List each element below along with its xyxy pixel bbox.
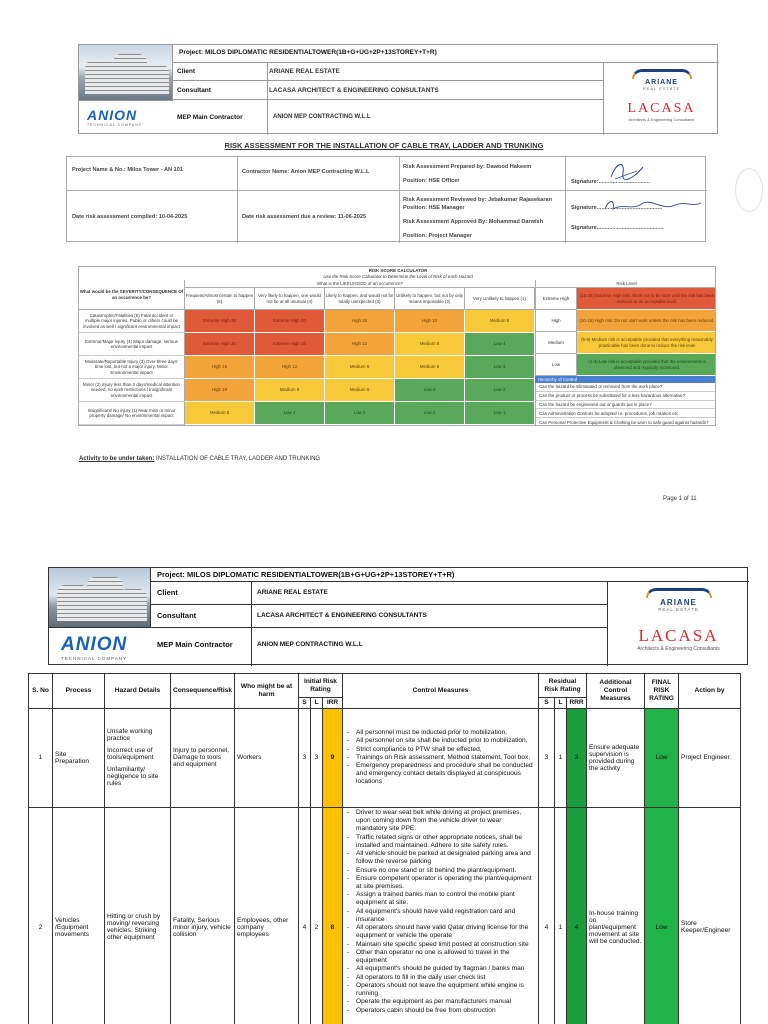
signature-mark-1 (607, 159, 647, 183)
rsc-matrix-cell: Low 4 (465, 333, 535, 356)
rsc-matrix-cell: High 10 (395, 310, 465, 333)
client-value: ARIANE REAL ESTATE (269, 68, 340, 75)
client-logos-2 (607, 582, 749, 666)
rsc-hierarchy-item: Can the hazard be Eliminated or removed from the work place? (535, 383, 716, 392)
col-control: Control Measures (343, 674, 539, 709)
mep-value: ANION MEP CONTRACTING W.L.L (273, 114, 371, 120)
table-row (29, 807, 741, 1024)
col-initial: Initial Risk Rating (299, 674, 343, 698)
anion-logo-2: ANION TECHNICAL COMPANY (61, 634, 128, 661)
rsc-hierarchy-item: Can Personal Protective Equipment & Clothing be worn to safe guard against hazards? (535, 418, 716, 426)
client-row-2 (151, 582, 607, 605)
rsc-level-name: Extreme High (535, 288, 577, 310)
contractor-name: Contractor Name: Anion MEP Contracting W.L.L (242, 169, 370, 175)
table-row (29, 708, 741, 807)
col-irr: IRR (323, 698, 343, 709)
row-final: Low (645, 807, 679, 1024)
building-photo-2 (49, 568, 151, 628)
consultant-row (173, 82, 603, 100)
client-value-2: ARIANE REAL ESTATE (257, 589, 328, 596)
rsc-matrix-cell: High 15 (185, 356, 255, 379)
rsc-severity-row: Minor (2) Injury less than 3 days/medical attention needed, no work restrictions / insignificant environmental impact (79, 379, 185, 402)
activity-value: INSTALLATION OF CABLE TRAY, LADDER AND TRUNKING (156, 456, 321, 462)
rsc-hierarchy-item: Can the hazard be engineered out or guards put in place? (535, 401, 716, 410)
row-consequence: Fatality, Serious minor injury, vehicle collision (171, 807, 235, 1024)
row-s: 4 (299, 807, 311, 1024)
row-l: 2 (311, 807, 323, 1024)
row-irr: 9 (323, 708, 343, 807)
signature-approved: Signature........................................... (571, 225, 664, 231)
signature-mark-2 (603, 197, 703, 215)
col-final: FINAL RISK RATING (645, 674, 679, 709)
col-sno: S. No (29, 674, 53, 709)
rsc-likelihood-col: Frequent/Almost certain to happen (5) (185, 288, 255, 310)
rsc-title: RISK SCORE CALCULATOR (368, 267, 428, 273)
col-rl: L (555, 698, 567, 709)
rsc-matrix-cell: Medium 6 (395, 356, 465, 379)
document-title: RISK ASSESSMENT FOR THE INSTALLATION OF CABLE TRAY, LADDER AND TRUNKING (224, 141, 544, 150)
client-logos (603, 63, 719, 135)
rsc-matrix-cell: Medium 5 (185, 402, 255, 425)
prepared-by: Risk Assessment Prepared by: Dawood Hakeem (403, 164, 532, 170)
row-process: Site Preparation (53, 708, 105, 807)
activity-line (79, 456, 320, 462)
col-action: Action by (679, 674, 741, 709)
row-l: 3 (311, 708, 323, 807)
row-rrr: 3 (567, 708, 587, 807)
rsc-severity-row: Insignificant/ No injury (1) Near miss or minor property damage/ No environmental impact (79, 402, 185, 425)
client-row (173, 63, 603, 81)
row-action: Store Keeper/Engineer (679, 807, 741, 1024)
rsc-matrix-cell: Medium 8 (395, 333, 465, 356)
row-hazards: Unsafe working practice Incorrect use of tools/equipment Unfamiliarity/ negligence to site rules (105, 708, 171, 807)
client-label-2: Client (157, 588, 178, 597)
rsc-level-name: Medium (535, 332, 577, 354)
col-rs: S (539, 698, 555, 709)
col-s: S (299, 698, 311, 709)
rsc-hierarchy-title: Hierarchy of Control (535, 376, 716, 383)
rsc-matrix-cell: Extreme High 20 (255, 310, 325, 333)
rsc-matrix-cell: High 15 (325, 310, 395, 333)
row-rl: 1 (555, 708, 567, 807)
row-controls: - All personnel must be inducted prior to mobilization, - All personnel on site shall be inducted prior to mobilization, - Strict compliance to PTW shall be effected, - Trainings on Risk assessment, Method statement, Tool box, - Emergency preparedness and procedure shall be conducted and emergency contact details displayed at conspicuous locations (343, 708, 539, 807)
rsc-hierarchy-item: Can Administration Controls be adopted i.e. procedures, job rotation etc. (535, 409, 716, 418)
row-sno: 1 (29, 708, 53, 807)
rsc-matrix-cell: High 10 (185, 379, 255, 402)
risk-assessment-table (28, 673, 741, 1024)
rsc-level-text: (15-25) Extreme High risk: Work not to be start until the risk has been reduced to an acceptable level. (577, 288, 716, 310)
row-irr: 8 (323, 807, 343, 1024)
rsc-risk-level-header: Risk Level (535, 280, 716, 288)
rsc-hierarchy-item: Can the product or process be substituted for a less hazardous alternative? (535, 392, 716, 401)
page2-header-table (48, 567, 748, 665)
project-name-no: Project Name & No.: Milos Tower - AN 101 (72, 167, 183, 173)
row-hazards: Hitting or crush by moving/ reversing vehicles. Striking other equipment (105, 807, 171, 1024)
row-who: Employees, other company employees (235, 807, 299, 1024)
rsc-likelihood-col: Very Unlikely to happen (1) (465, 288, 535, 310)
rsc-likelihood-col: Unlikely to happen, but not by only means impossible (2) (395, 288, 465, 310)
rsc-level-name: Low (535, 354, 577, 376)
row-additional: In-house training on plant/equipment movement at site will be conducted. (587, 807, 645, 1024)
rsc-likelihood-header: What is the LIKELIHOOD of an occurrence? (185, 280, 535, 288)
rsc-level-text: (1-4) Low risk is acceptable provided that the environment is observed and regularly monitored. (577, 354, 716, 376)
rsc-matrix-cell: Low 4 (395, 379, 465, 402)
row-final: Low (645, 708, 679, 807)
col-who: Who might be at harm (235, 674, 299, 709)
rsc-matrix-cell: Low 2 (395, 402, 465, 425)
assessment-info-table (66, 156, 706, 242)
rsc-severity-row: Moderate/Reportable Injury (3) Over three days' time lost, but not a major injury, Minor Environmental impact (79, 356, 185, 379)
page1-header-table (78, 44, 718, 134)
rsc-likelihood-col: Likely to happen, and would not be totally unexpected (3) (325, 288, 395, 310)
stamp-mark (735, 168, 763, 212)
date-review: Date risk assessment due a review: 11-06-2025 (242, 214, 367, 220)
approved-position: Position: Project Manager (403, 233, 473, 239)
rsc-matrix-cell: Extreme High 25 (185, 310, 255, 333)
row-rl: 1 (555, 807, 567, 1024)
rsc-matrix-cell: Low 2 (465, 379, 535, 402)
consultant-value-2: LACASA ARCHITECT & ENGINEERING CONSULTANTS (257, 612, 427, 619)
reviewed-by: Risk Assessment Reviewed by: Jebakumar Rajasekaran (403, 197, 553, 203)
signature-reviewed: Signature.......................................... (571, 205, 663, 211)
rsc-subtitle: Use the Risk Score Calculator to Determine the Level of Risk of each Hazard (323, 274, 473, 280)
col-rrr: RRR (567, 698, 587, 709)
rsc-level-text: (10-15) High risk: Do not start work unless the risk has been reduced. (577, 310, 716, 332)
lacasa-logo-2: LACASA Architects & Engineering Consultants (637, 626, 720, 652)
reviewed-position: Position: HSE Manager (403, 205, 465, 211)
row-rrr: 4 (567, 807, 587, 1024)
rsc-matrix-cell: Medium 9 (325, 356, 395, 379)
rsc-severity-header: What would be the SEVERITY/CONSEQUENCE Of an occurrence be? (79, 280, 185, 310)
risk-score-calculator (78, 266, 716, 426)
rsc-matrix-cell: Medium 8 (255, 379, 325, 402)
rsc-matrix-cell: High 12 (325, 333, 395, 356)
building-photo (79, 45, 173, 101)
rsc-matrix-cell: Extreme High 20 (185, 333, 255, 356)
signature-prepared: Signature:................................. (571, 179, 650, 185)
project-title: Project: MILOS DIPLOMATIC RESIDENTIALTOWER(1B+G+UG+2P+13STOREY+T+R) (173, 45, 719, 63)
rsc-matrix-cell: Extreme High 16 (255, 333, 325, 356)
col-residual: Residual Risk Rating (539, 674, 587, 698)
col-process: Process (53, 674, 105, 709)
row-action: Project Engineer (679, 708, 741, 807)
rsc-severity-row: Catastrophic/Fatalities (5) Fatal accident or multiple major injuries. Public or others could be involved as well / significant environmental impact (79, 310, 185, 333)
row-additional: Ensure adequate supervision is provided during the activity (587, 708, 645, 807)
rsc-matrix-cell: Low 3 (465, 356, 535, 379)
approved-by: Risk Assessment Approved By: Mohammad Darwish (403, 219, 544, 225)
activity-label: Activity to be under taken: (79, 456, 155, 462)
anion-logo: ANION TECHNICAL COMPANY (87, 107, 143, 127)
rsc-level-text: (5-9) Medium risk is acceptable provided that everything reasonably practicable has been done to reduce the risk level (577, 332, 716, 354)
rsc-matrix-cell: Low 3 (325, 402, 395, 425)
page-number: Page 1 of 11 (663, 496, 697, 502)
consultant-label: Consultant (177, 87, 211, 94)
rsc-matrix-cell: Medium 6 (325, 379, 395, 402)
row-who: Workers (235, 708, 299, 807)
project-title-2: Project: MILOS DIPLOMATIC RESIDENTIALTOWER(1B+G+UG+2P+13STOREY+T+R) (151, 568, 749, 582)
mep-row-2 (151, 628, 607, 666)
lacasa-logo: LACASA Architects & Engineering Consultants (627, 101, 696, 122)
consultant-row-2 (151, 605, 607, 628)
rsc-matrix-cell: Low 4 (255, 402, 325, 425)
row-s: 3 (299, 708, 311, 807)
row-rs: 4 (539, 807, 555, 1024)
mep-label-2: MEP Main Contractor (157, 640, 233, 649)
row-controls: - Driver to wear seat belt while driving at project premises, upon coming down from the vehicle driver to wear mandatory site PPE. - Traffic related signs or other appropriate notices, shall be installed and maintained. Adhere to site safety rules. - All vehicle should be parked at designated parking area and follow the reverse parking - Ensure no one stand or sit behind the plant/equipment. - Ensure competent operator is operating the plant/equipment at site premises. - Assign a trained banks man to control the mobile plant equipment at site. - All equipment's should have valid registration card and insurance - All operators should have valid Qatar driving license for the equipment or vehicle the operate - Maintain site specific speed limit posted at construction site - Other than operator no one is allowed to travel in the equipment - All equipment's should be guided by flagman / banks man - All operators to fill in the daily user check list - Operators should not leave the equipment while engine is running - Operate the equipment as per manufacturers manual - Operators cabin should be free from obstruction (343, 807, 539, 1024)
prepared-position: Position: HSE Officer (403, 178, 460, 184)
rsc-likelihood-col: Very likely to happen, one would not be at all unusual (4) (255, 288, 325, 310)
col-l: L (311, 698, 323, 709)
col-consequence: Consequence/Risk (171, 674, 235, 709)
ariane-logo: ARIANE REAL ESTATE (604, 69, 719, 91)
mep-value-2: ANION MEP CONTRACTING W.L.L (257, 641, 363, 648)
client-label: Client (177, 68, 196, 75)
row-consequence: Injury to personnel, Damage to tools and equipment (171, 708, 235, 807)
rsc-matrix-cell: Medium 5 (465, 310, 535, 333)
rsc-level-name: High (535, 310, 577, 332)
rsc-matrix-cell: Low 1 (465, 402, 535, 425)
rsc-severity-row: Extreme/Major injury (4) Major damage, serious environmental impact (79, 333, 185, 356)
col-additional: Additional Control Measures (587, 674, 645, 709)
row-rs: 3 (539, 708, 555, 807)
mep-label: MEP Main Contractor (177, 114, 243, 121)
row-process: Vehicles /Equipment movements (53, 807, 105, 1024)
consultant-value: LACASA ARCHITECT & ENGINEERING CONSULTANTS (269, 87, 439, 94)
col-hazard: Hazard Details (105, 674, 171, 709)
consultant-label-2: Consultant (157, 611, 197, 620)
row-sno: 2 (29, 807, 53, 1024)
date-compiled: Date risk assessment compiled: 10-04-2025 (72, 214, 188, 220)
ariane-logo-2: ARIANE REAL ESTATE (608, 588, 749, 612)
rsc-matrix-cell: High 12 (255, 356, 325, 379)
